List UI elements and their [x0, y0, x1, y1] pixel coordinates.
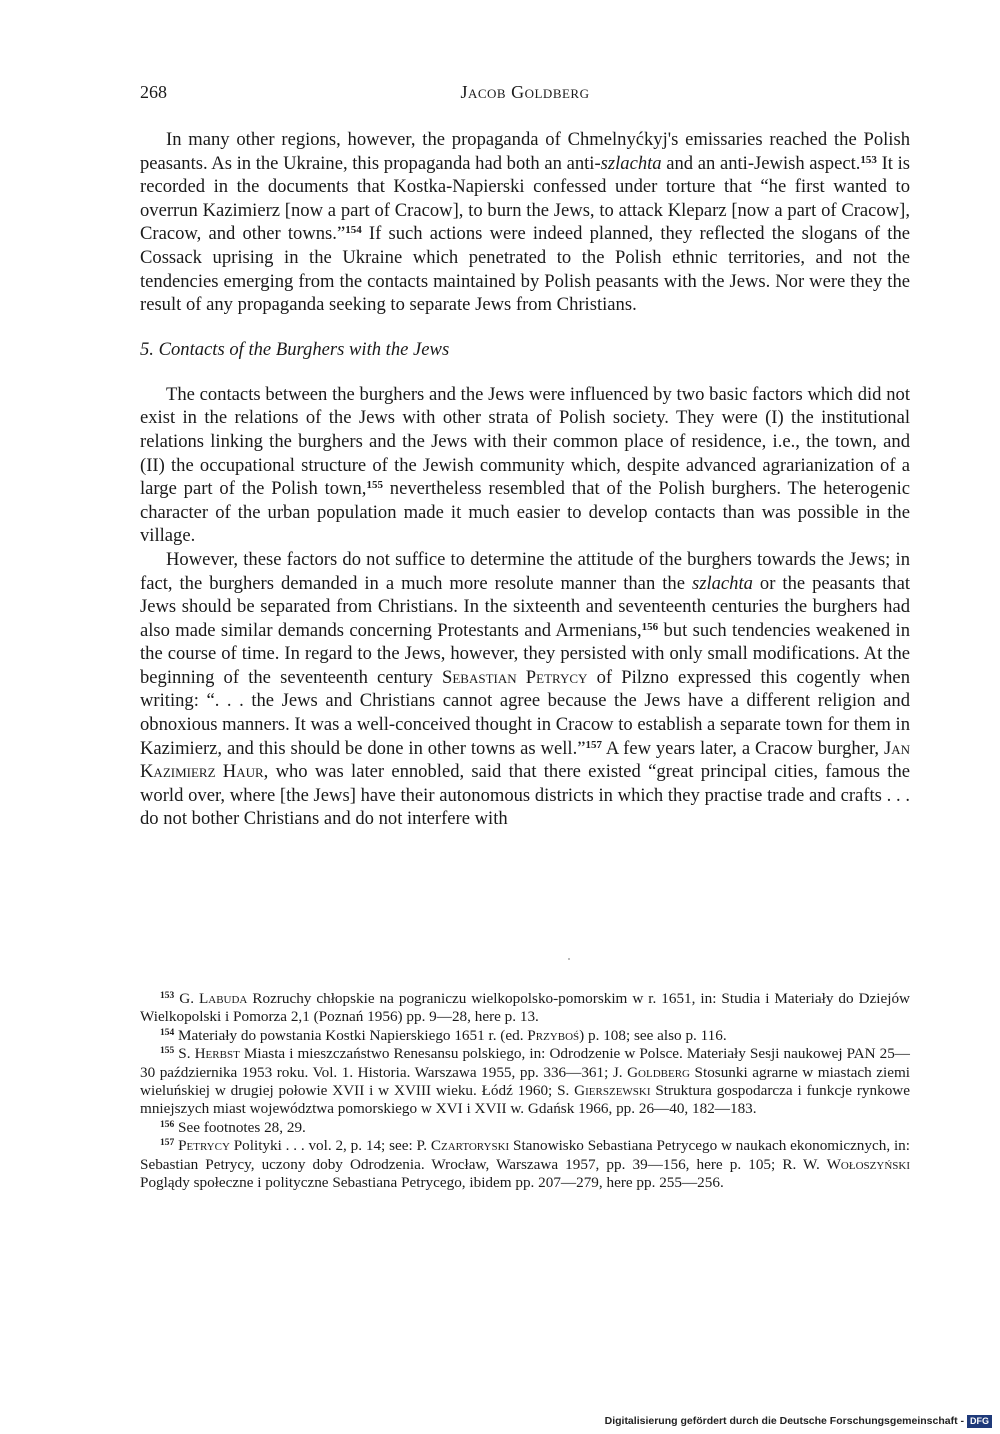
footnote-number: 153 [160, 991, 175, 1001]
author-name: R. W. Wołoszyński [782, 1155, 910, 1173]
text-run: However, these factors do not suffice to determine the attitude of the burghers towards the Jews; in fact, the burghers demanded in a much more resolute manner than the [140, 548, 910, 594]
text-run: A few years later, a Cracow burgher, [601, 737, 884, 759]
text-run: In many other regions, however, the propaganda of Chmelnyćkyj's emissaries reached the Polish peasants. As in the Ukraine, this propaganda had both an anti- [140, 129, 910, 174]
dfg-logo: DFG [967, 1415, 992, 1428]
text-run: Materiały do powstania Kostki Napierskiego 1651 r. (ed. [174, 1026, 528, 1044]
footnote-number: 156 [160, 1119, 175, 1130]
text-run: Stanowisko Sebastiana Petrycego w naukach ekonomicznych, in: Sebastian Petrycy, uczony doby Odrodzenia. Wrocław, Warszawa 1957, pp. 39—156, here p. 105; [140, 1137, 910, 1173]
footnote-ref: 154 [345, 224, 362, 237]
footnote-153 [140, 990, 910, 1027]
text-run: Rozruchy chłopskie na pograniczu wielkopolsko-pomorskim w r. 1651, in: Studia i Materiały do Dziejów Wielkopolski i Pomorza 2,1 (Poznań 1956) pp. 9—28, here p. 13. [140, 990, 911, 1026]
text-run: Stosunki agrarne w miastach ziemi wieluńskiej w drugiej połowie XVII i w XVIII wieku. Łódź 1960; [140, 1063, 911, 1100]
author-name: S. Herbst [178, 1045, 240, 1063]
text-run: or the peasants that Jews should be separated from Christians. In the sixteenth and seventeenth centuries the burghers had also made similar demands concerning Protestants and Armenians, [140, 572, 911, 641]
text-run: Polityki . . . vol. 2, p. 14; see: [229, 1137, 417, 1155]
footnote-ref: 156 [641, 620, 659, 633]
text-run: and an anti-Jewish aspect. [661, 152, 861, 174]
footnote-157 [140, 1137, 910, 1192]
author-name: Jan Kazimierz Haur [140, 737, 910, 783]
page-number: 268 [140, 82, 167, 102]
author-name: Petrycy [178, 1137, 230, 1155]
footnote-156 [140, 1119, 910, 1137]
funding-text: Digitalisierung gefördert durch die Deutsche Forschungsgemeinschaft - [604, 1415, 964, 1427]
text-run: but such tendencies weakened in the course of time. In regard to the Jews, however, they persisted with only small modifications. At the beginning of the seventeenth century [140, 619, 910, 688]
footnote-number: 157 [160, 1138, 175, 1149]
text-run: Poglądy społeczne i polityczne Sebastiana Petrycego, ibidem pp. 207—279, here pp. 255—256. [140, 1174, 724, 1192]
text-run: Miasta i mieszczaństwo Renesansu polskiego, in: Odrodzenie w Polsce. Materiały Sesji naukowej PAN 25—30 października 1953 roku. Vol. 1. Historia. Warszawa 1955, pp. 336—361; [140, 1045, 910, 1081]
footnotes [140, 990, 910, 1192]
italic-term: szlachta [691, 572, 753, 594]
text-run: It is recorded in the documents that Kostka-Napierski confessed under torture that “he first wanted to overrun Kazimierz [now a part of Cracow], to burn the Jews, to attack Kleparz [now a part of Cracow], Cracow, and other towns.” [140, 152, 910, 245]
footnote-number: 155 [160, 1046, 175, 1057]
italic-term: szlachta [600, 152, 662, 174]
running-head [140, 80, 910, 104]
section-heading: 5. Contacts of the Burghers with the Jews [140, 338, 450, 360]
text-run: If such actions were indeed planned, they reflected the slogans of the Cossack uprising in the Ukraine which penetrated to the Polish ethnic territories, and not the tendencies emerging from the contacts maintained by Polish peasants with the Jews. Nor were they the result of any propaganda seeking to separate Jews from Christians. [140, 223, 910, 316]
text-run: nevertheless resembled that of the Polish burghers. The heterogenic character of the urban population made it much easier to develop contacts than was possible in the village. [140, 478, 910, 547]
text-run: ) p. 108; see also p. 116. [579, 1026, 727, 1044]
text-run: Struktura gospodarcza i funkcje rynkowe mniejszych miast województwa pomorskiego w XVI i XVII w. Gdańsk 1966, pp. 26—40, 182—183. [140, 1082, 910, 1118]
author-name: S. Gierszewski [557, 1082, 651, 1100]
funding-note [605, 1414, 992, 1428]
footnote-ref: 153 [860, 153, 877, 166]
footnote-ref: 157 [585, 738, 602, 751]
text-run: of Pilzno expressed this cogently when writing: “. . . the Jews and Christians cannot agree because the Jews have a different religion and obnoxious manners. It was a well-conceived thought in Cracow to establish a separate town for them in Kazimierz, and this should be done in other towns as well.” [140, 666, 910, 759]
author-name: Sebastian Petrycy [442, 666, 588, 688]
author-name: Przyboś [527, 1026, 580, 1044]
footnote-ref: 155 [366, 479, 383, 492]
footnote-154 [140, 1027, 910, 1045]
body-text [140, 128, 910, 831]
paragraph-1 [140, 128, 910, 317]
text-run: See footnotes 28, 29. [174, 1118, 306, 1136]
footnote-number: 154 [160, 1027, 175, 1038]
footnote-155 [140, 1045, 910, 1119]
author-name: G. Labuda [179, 990, 248, 1007]
paragraph-2 [140, 383, 910, 548]
running-title: Jacob Goldberg [460, 82, 590, 102]
text-run: The contacts between the burghers and the Jews were influenced by two basic factors which did not exist in the relations of the Jews with other strata of Polish society. They were (I) the institutional relations linking the burghers and the Jews with their common place of residence, i.e., the town, and (II) the occupational structure of the Jewish community which, despite advanced agrarianization of a large part of the Polish town, [140, 383, 910, 500]
footnote-divider [568, 958, 570, 960]
author-name: P. Czartoryski [416, 1137, 510, 1155]
paragraph-3 [140, 548, 910, 831]
author-name: J. Goldberg [612, 1063, 691, 1081]
text-run: , who was later ennobled, said that there existed “great principal cities, famous the world over, where [the Jews] have their autonomous districts in which they practise trade and crafts . . . do not bother Christians and do not interfere with [140, 761, 910, 830]
